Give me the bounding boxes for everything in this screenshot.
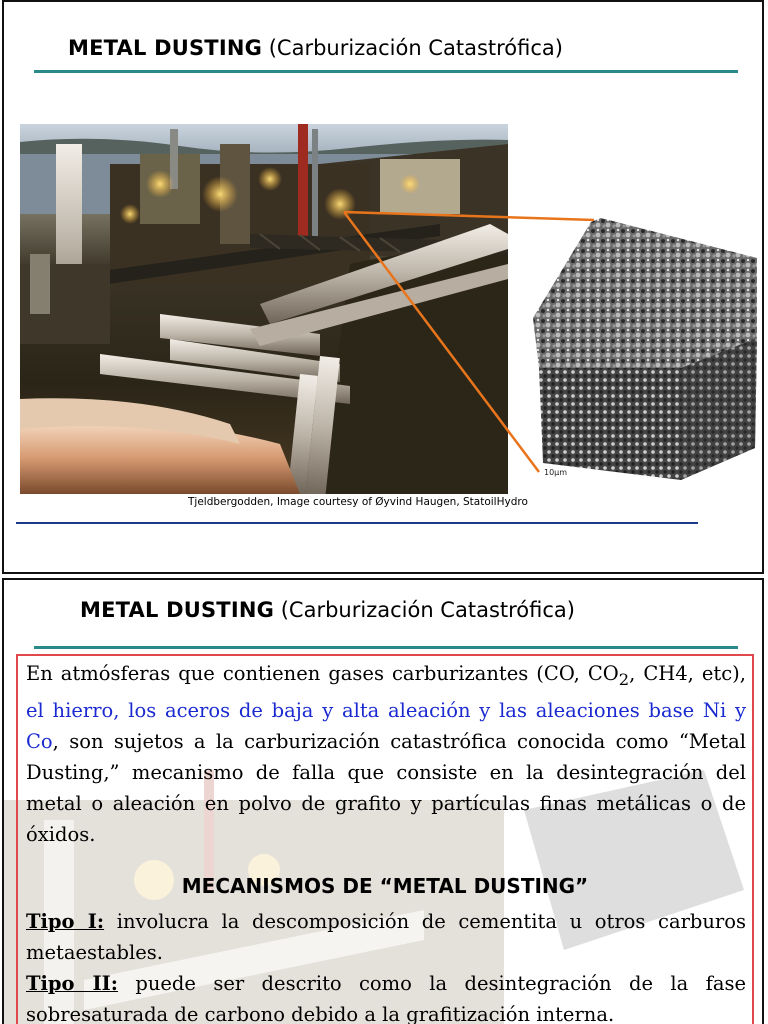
sem-micrograph [531,218,757,486]
mechanism-type-2 [26,968,746,1024]
photo-caption: Tjeldbergodden, Image courtesy of Øyvind Haugen, StatoilHydro [188,496,528,508]
slide-1-title-rest: (Carburización Catastrófica) [268,36,563,60]
slide-1-bottom-rule [16,522,698,524]
micrograph-scale-label: 10μm [544,468,568,477]
type-2-label: Tipo II: [26,972,118,995]
slide-1-title [68,36,762,60]
mechanism-type-1 [26,906,746,968]
slide-2-title [80,598,762,622]
content-box [16,654,754,1024]
intro-highlight: el hierro, los aceros de baja y alta aleación y las aleaciones base Ni y Co [26,698,746,753]
slide-2-title-rest: (Carburización Catastrófica) [280,598,575,622]
type-2-text: puede ser descrito como la desintegración de la fase sobresaturada de carbono debido a la grafitización interna. [26,972,746,1024]
slide-1-title-bold: METAL DUSTING [68,36,263,60]
slide-1-title-rule [34,70,738,73]
intro-paragraph [26,658,746,850]
slide-1 [2,0,764,574]
intro-text-1: En atmósferas que contienen gases carburizantes (CO, CO [26,662,619,685]
type-1-text: involucra la descomposición de cementita u otros carburos metaestables. [26,910,747,964]
sem-micrograph-image [531,218,757,486]
mechanisms-heading: MECANISMOS DE “METAL DUSTING” [181,874,589,898]
refinery-photo [20,124,508,494]
slide-2-title-rule [34,646,738,649]
refinery-illustration [20,124,508,494]
slide-2 [2,578,764,1024]
type-1-label: Tipo I: [26,910,105,933]
slide-2-title-bold: METAL DUSTING [80,598,275,622]
intro-text-3: , son sujetos a la carburización catastrófica conocida como “Metal Dusting,” mecanismo de falla que consiste en la desintegración del metal o aleación en polvo de grafito y partículas finas metálicas o de óxidos. [26,729,746,846]
intro-text-2: , CH4, etc), [629,662,746,685]
co2-subscript: 2 [618,669,630,689]
